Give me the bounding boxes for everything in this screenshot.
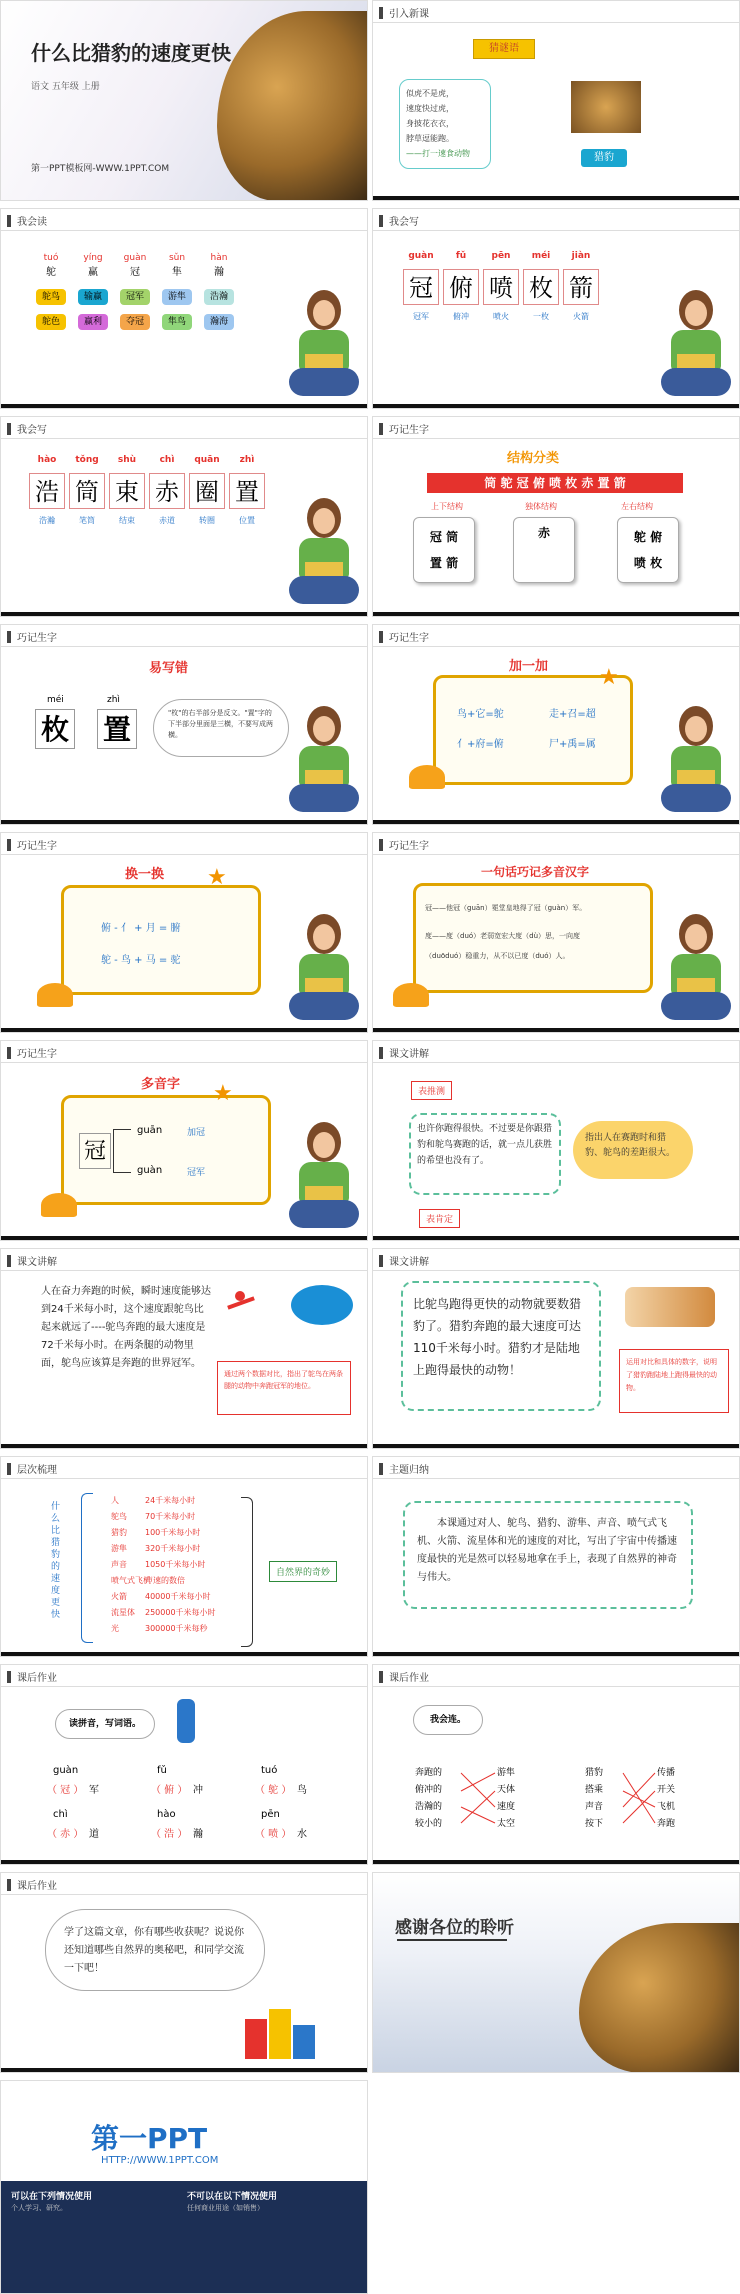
read-col <box>199 253 239 330</box>
item-name: 声音 <box>111 1560 127 1569</box>
runner-icon <box>223 1291 261 1319</box>
pencil-boy-icon <box>177 1699 195 1743</box>
girl-image <box>289 1122 359 1232</box>
slide-explain1[interactable]: 课文讲解 表推测 也许你跑得很快。不过要是你跟猎豹和鸵鸟赛跑的话，就一点儿获胜的希望也没有了。 表肯定 指出人在赛跑时和猎豹、鸵鸟的差距很大。 <box>372 1040 740 1241</box>
item-name: 火箭 <box>111 1592 127 1601</box>
mushroom-icon <box>37 983 73 1007</box>
slide-homework3[interactable]: 课后作业 学了这篇文章，你有哪些收获呢？说说你还知道哪些自然界的奥秘吧，和同学交流一下吧！ <box>0 1872 368 2073</box>
mushroom-icon <box>393 983 429 1007</box>
item-speed: 声速的数倍 <box>145 1576 185 1585</box>
match-item: 游隼 <box>497 1768 516 1778</box>
word-chip: 瀚海 <box>204 314 234 330</box>
item-speed: 320千米每小时 <box>145 1544 201 1553</box>
slide-write2[interactable]: 我会写 hào 浩 浩瀚 tǒng 筒 笔筒 shù 束 结束 chì 赤 赤道 quān 圈 转圈 zhì 置 位置 <box>0 416 368 617</box>
word-chip: 鸵色 <box>36 314 66 330</box>
match-item: 浩瀚的 <box>415 1802 443 1812</box>
site: 第一PPT模板网-WWW.1PPT.COM <box>31 164 170 174</box>
slide-mistake[interactable]: 巧记生字 易写错 méi zhì 枚 置 "枚"的右半部分是反文。"置"字的下半部分里面是三横，不要写成两横。 <box>0 624 368 825</box>
item-speed: 70千米每小时 <box>145 1512 196 1521</box>
char: 鸵 <box>46 267 56 278</box>
girl-image <box>661 706 731 816</box>
match-item: 俯冲的 <box>415 1785 443 1795</box>
char: 隼 <box>172 267 182 278</box>
word: 喷火 <box>493 312 509 321</box>
word-chip: 隼鸟 <box>162 314 192 330</box>
item-name: 光 <box>111 1624 119 1633</box>
char-box: 圈 <box>189 473 225 509</box>
slide-explain3[interactable]: 课文讲解 比鸵鸟跑得更快的动物就要数猎豹了。猎豹奔跑的最大速度可达110千米每小时。猎豹才是陆地上跑得最快的动物！ 运用对比和具体的数字，说明了猎豹跑陆地上跑得最快的动物。 <box>372 1248 740 1449</box>
mushroom-icon <box>41 1193 77 1217</box>
word-chip: 夺冠 <box>120 314 150 330</box>
char-box: 置 <box>229 473 265 509</box>
pinyin: tuó <box>261 1765 278 1776</box>
slide-swap[interactable]: 巧记生字 换一换 俯 - 亻 + 月 = 腑 鸵 - 鸟 + 马 = 驼 ★ <box>0 832 368 1033</box>
slide-theme[interactable]: 主题归纳 本课通过对人、鸵鸟、猎豹、游隼、声音、喷气式飞机、火箭、流星体和光的速度的对比，写出了宇宙中传播速度最快的光是然可以轻易地拿在手上，表现了自然界的神奇与伟大。 <box>372 1456 740 1657</box>
word: 笔筒 <box>79 516 95 525</box>
word-chip: 输赢 <box>78 289 108 305</box>
word: 浩瀚 <box>39 516 55 525</box>
pinyin: quān <box>194 455 220 465</box>
pinyin: guàn <box>408 251 434 261</box>
pinyin: pēn <box>491 251 511 261</box>
char-box: 箭 <box>563 269 599 305</box>
read-col <box>115 253 155 330</box>
cheetah-image <box>625 1287 715 1327</box>
word-chip: 鸵鸟 <box>36 289 66 305</box>
word: 赤道 <box>159 516 175 525</box>
pinyin: chì <box>159 455 175 465</box>
match-item: 天体 <box>497 1785 516 1795</box>
match-item: 传播 <box>657 1768 676 1778</box>
word-chip: 游隼 <box>162 289 192 305</box>
word: 一枚 <box>533 312 549 321</box>
subtitle: 语文 五年级 上册 <box>31 82 100 92</box>
word-chip: 冠军 <box>120 289 150 305</box>
slide-explain2[interactable]: 课文讲解 人在奋力奔跑的时候，瞬时速度能够达到24千米每小时，这个速度跟鸵鸟比起来就远了----鸵鸟奔跑的最大速度是72千米每小时。在两条腿的动物里面，鸵鸟应该算是奔跑的世界冠军。 通过两个数据对比，指出了鸵鸟在两条腿的动物中奔跑冠军的地位。 <box>0 1248 368 1449</box>
match-item: 按下 <box>585 1819 604 1829</box>
word: 结束 <box>119 516 135 525</box>
item-speed: 300000千米每秒 <box>145 1624 208 1633</box>
match-item: 飞机 <box>657 1802 676 1812</box>
slide-intro[interactable]: 引入新课 猜谜语 似虎不是虎， 速度快过虎， 身披花衣衣， 脖草逗能跑。 ——打一速食动物 猎豹 <box>372 0 740 201</box>
pinyin: guàn <box>123 253 147 263</box>
pinyin: shù <box>117 455 137 465</box>
pinyin: jiàn <box>571 251 591 261</box>
read-col <box>73 253 113 330</box>
girl-image <box>289 914 359 1024</box>
match-lines <box>373 1665 740 1865</box>
pinyin: fǔ <box>157 1765 167 1776</box>
match-item: 奔跑 <box>657 1819 676 1829</box>
slide-add[interactable]: 巧记生字 加一加 鸟+它=鸵 走+召=超 亻+府=俯 尸+禹=属 ★ <box>372 624 740 825</box>
item-name: 猎豹 <box>111 1528 127 1537</box>
char: 赢 <box>88 267 98 278</box>
word: 火箭 <box>573 312 589 321</box>
item-name: 人 <box>111 1496 119 1505</box>
match-item: 太空 <box>497 1819 516 1829</box>
match-item: 较小的 <box>415 1819 443 1829</box>
slide-read[interactable]: 我会读 tuó 鸵 鸵鸟鸵色 yíng 赢 输赢赢利 guàn 冠 冠军夺冠 sǔn 隼 游隼隼鸟 hàn 瀚 浩瀚瀚海 <box>0 208 368 409</box>
word: 冠军 <box>413 312 429 321</box>
slide-polyphone[interactable]: 巧记生字 多音字 冠 guān 加冠 guàn 冠军 ★ <box>0 1040 368 1241</box>
item-name: 流星体 <box>111 1608 135 1617</box>
char-box: 冠 <box>403 269 439 305</box>
match-item: 猎豹 <box>585 1768 604 1778</box>
char-box: 束 <box>109 473 145 509</box>
pinyin: fǔ <box>455 251 467 261</box>
char: 瀚 <box>193 1829 203 1840</box>
slide-structure[interactable]: 巧记生字 结构分类 筒 鸵 冠 俯 喷 枚 赤 置 箭 上下结构 独体结构 左右结构 冠 筒 置 箭 赤 鸵 俯 喷 枚 <box>372 416 740 617</box>
match-item: 搭乘 <box>585 1785 604 1795</box>
pinyin: guàn <box>53 1765 79 1776</box>
word: 俯冲 <box>453 312 469 321</box>
read-col <box>157 253 197 330</box>
pinyin: yíng <box>83 253 103 263</box>
girl-image <box>289 290 359 400</box>
pinyin: chì <box>53 1809 68 1820</box>
slide-write1[interactable]: 我会写 guàn 冠 冠军 fǔ 俯 俯冲 pēn 喷 喷火 méi 枚 一枚 jiàn 箭 火箭 <box>372 208 740 409</box>
item-speed: 40000千米每小时 <box>145 1592 211 1601</box>
word: 位置 <box>239 516 255 525</box>
answer: （ 冠 ） <box>47 1785 84 1796</box>
match-item: 开关 <box>657 1785 676 1795</box>
pinyin: pēn <box>261 1809 280 1820</box>
slide-ad[interactable]: 第一PPT HTTP://WWW.1PPT.COM 可以在下列情况使用 不可以在以下情况使用 个人学习、研究。 任何商业用途（如销售） <box>0 2080 368 2294</box>
char-box: 喷 <box>483 269 519 305</box>
answer: （ 赤 ） <box>47 1829 84 1840</box>
slide-thanks[interactable]: 感谢各位的聆听 <box>372 1872 740 2073</box>
title: 什么比猎豹的速度更快 <box>31 41 231 65</box>
item-name: 喷气式飞机 <box>111 1576 151 1585</box>
slide-polyphone-sentence[interactable]: 巧记生字 一句话巧记多音汉字 冠——他冠（guān）冕堂皇地得了冠（guàn）军。 度——度（duó）老弱宽宏大度（dù）思，一向度 （duōduó）稳重力，从不以已度（duó）人。 <box>372 832 740 1033</box>
item-speed: 100千米每小时 <box>145 1528 201 1537</box>
pinyin: tǒng <box>75 455 99 465</box>
char: 冲 <box>193 1785 203 1796</box>
word: 转圈 <box>199 516 215 525</box>
pinyin: hào <box>157 1809 176 1820</box>
girl-image <box>289 498 359 608</box>
char-box: 筒 <box>69 473 105 509</box>
char: 军 <box>89 1785 99 1796</box>
pinyin: hàn <box>210 253 228 263</box>
char: 鸟 <box>297 1785 307 1796</box>
leopard-photo <box>571 81 641 133</box>
match-item: 声音 <box>585 1802 604 1812</box>
star-icon: ★ <box>207 865 227 890</box>
pinyin: zhì <box>239 455 255 465</box>
item-speed: 250000千米每小时 <box>145 1608 216 1617</box>
char-box: 浩 <box>29 473 65 509</box>
char: 水 <box>297 1829 307 1840</box>
item-name: 鸵鸟 <box>111 1512 127 1521</box>
badge: 猜谜语 <box>473 39 535 59</box>
star-icon: ★ <box>213 1081 233 1106</box>
char-box: 赤 <box>149 473 185 509</box>
leopard-image <box>579 1923 739 2073</box>
slide-structure-sort[interactable]: 层次梳理 什么比猎豹的速度更快 人 24千米每小时 鸵鸟 70千米每小时 猎豹 100千米每小时 游隼 320千米每小时 声音 1050千米每小时 喷气式飞机 声速的数倍 火箭 40000千米每小时 流星体 250000千米每小时 光 300000千米每秒 自然界的奇妙 <box>0 1456 368 1657</box>
slide-title[interactable] <box>0 0 368 201</box>
pinyin: tuó <box>43 253 59 263</box>
slide-homework2[interactable]: 课后作业 我会连。 奔跑的 俯冲的 浩瀚的 较小的 游隼 天体 速度 太空 猎豹 搭乘 声音 按下 传播 开关 飞机 奔跑 <box>372 1664 740 1865</box>
answer: （ 喷 ） <box>255 1829 292 1840</box>
pinyin: hào <box>37 455 57 465</box>
pinyin: sǔn <box>168 253 186 263</box>
char-box: 枚 <box>523 269 559 305</box>
pinyin: méi <box>531 251 551 261</box>
answer: （ 鸵 ） <box>255 1785 292 1796</box>
mushroom-icon <box>409 765 445 789</box>
word-chip: 赢利 <box>78 314 108 330</box>
match-item: 速度 <box>497 1802 516 1812</box>
answer: （ 俯 ） <box>151 1785 188 1796</box>
read-col <box>31 253 71 330</box>
slide-homework1[interactable]: 课后作业 读拼音，写词语。 guàn （ 冠 ） 军 fǔ （ 俯 ） 冲 tuó （ 鸵 ） 鸟 chì （ 赤 ） 道 hào （ 浩 ） 瀚 pēn （ 喷 ） 水 <box>0 1664 368 1865</box>
word-chip: 浩瀚 <box>204 289 234 305</box>
char: 冠 <box>130 267 140 278</box>
star-icon: ★ <box>599 665 619 690</box>
answer: （ 浩 ） <box>151 1829 188 1840</box>
books-icon <box>245 2009 317 2059</box>
char-box: 俯 <box>443 269 479 305</box>
item-name: 游隼 <box>111 1544 127 1553</box>
girl-image <box>661 290 731 400</box>
char: 道 <box>89 1829 99 1840</box>
girl-image <box>661 914 731 1024</box>
riddle-box: 似虎不是虎， 速度快过虎， 身披花衣衣， 脖草逗能跑。 ——打一速食动物 <box>399 79 491 169</box>
girl-image <box>289 706 359 816</box>
item-speed: 1050千米每小时 <box>145 1560 206 1569</box>
match-item: 奔跑的 <box>415 1768 443 1778</box>
item-speed: 24千米每小时 <box>145 1496 196 1505</box>
ostrich-image <box>291 1285 353 1325</box>
answer: 猎豹 <box>581 149 627 167</box>
char: 瀚 <box>214 267 224 278</box>
